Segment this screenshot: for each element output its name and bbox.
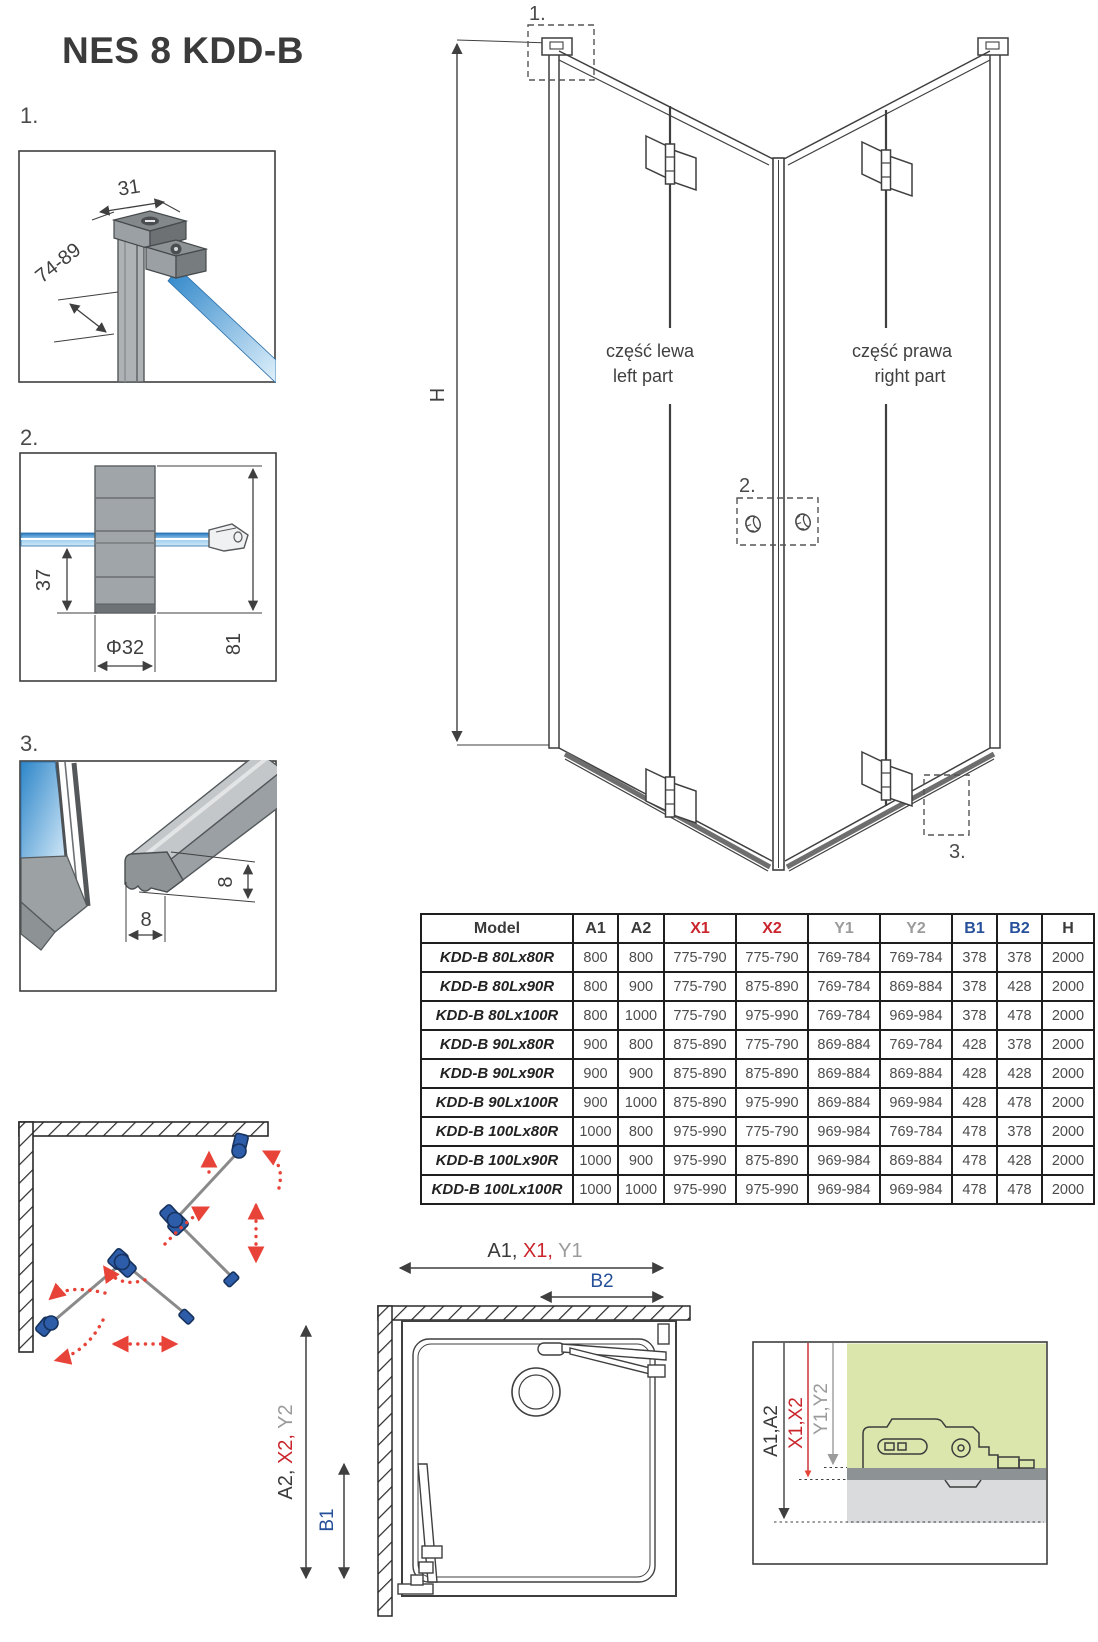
value-cell: 900 (618, 972, 664, 1001)
model-cell: KDD-B 80Lx80R (421, 943, 573, 972)
value-cell: 800 (573, 972, 618, 1001)
dim-8-height-label: 8 (215, 876, 237, 888)
dim-81-label: 81 (223, 632, 245, 656)
model-cell: KDD-B 100Lx90R (421, 1146, 573, 1175)
knob-icon (744, 514, 762, 534)
value-cell: 875-890 (736, 972, 808, 1001)
page-title: NES 8 KDD-B (62, 30, 304, 71)
value-cell: 900 (573, 1030, 618, 1059)
right-part-label-pl: część prawa (851, 341, 953, 361)
column-header-y2: Y2 (880, 914, 952, 943)
value-cell: 428 (997, 972, 1042, 1001)
column-header-y1: Y1 (808, 914, 880, 943)
folding-schematic (15, 1058, 283, 1378)
hinge-icon (646, 769, 696, 823)
marker-3-label: 3. (949, 841, 966, 863)
value-cell: 378 (997, 1117, 1042, 1146)
left-part-label-pl: część lewa (605, 341, 695, 361)
value-cell: 775-790 (736, 943, 808, 972)
table-row (421, 1175, 1094, 1204)
value-cell: 1000 (618, 1175, 664, 1204)
dim-B2 (541, 1271, 663, 1297)
value-cell: 2000 (1042, 1088, 1094, 1117)
column-header-x1: X1 (664, 914, 736, 943)
value-cell: 969-984 (808, 1117, 880, 1146)
value-cell: 975-990 (736, 1001, 808, 1030)
marker-2-label: 2. (739, 475, 756, 497)
adjustment-detail (745, 1335, 1055, 1575)
model-cell: KDD-B 80Lx90R (421, 972, 573, 1001)
value-cell: 875-890 (736, 1146, 808, 1175)
column-header-b1: B1 (952, 914, 997, 943)
dim-8-width-label: 8 (140, 909, 152, 931)
value-cell: 769-784 (880, 1117, 952, 1146)
hinge-icon (223, 1271, 239, 1287)
dim-A2-X2-Y2 (275, 1326, 306, 1578)
glass-panel-green (847, 1344, 1046, 1469)
value-cell: 478 (952, 1117, 997, 1146)
detail-3-number: 3. (20, 731, 39, 756)
detail-2-drawing (19, 452, 277, 682)
knob-section (95, 466, 155, 613)
value-cell: 969-984 (880, 1001, 952, 1030)
value-cell: 775-790 (736, 1117, 808, 1146)
dim-H (427, 40, 550, 745)
profile-base (847, 1480, 1046, 1523)
value-cell: 378 (952, 972, 997, 1001)
value-cell: 875-890 (736, 1059, 808, 1088)
dim-x1-segment: X1, (517, 1240, 553, 1262)
value-cell: 428 (952, 1059, 997, 1088)
table-row (421, 1030, 1094, 1059)
value-cell: 800 (573, 943, 618, 972)
value-cell: 478 (952, 1146, 997, 1175)
value-cell: 1000 (573, 1117, 618, 1146)
folded-doors (35, 1133, 249, 1338)
value-cell: 900 (573, 1059, 618, 1088)
value-cell: 478 (997, 1175, 1042, 1204)
model-cell: KDD-B 90Lx80R (421, 1030, 573, 1059)
wall-profile-strip (847, 1468, 1046, 1480)
value-cell: 2000 (1042, 1117, 1094, 1146)
enclosure-isometric-drawing (400, 0, 1098, 905)
value-cell: 969-984 (808, 1175, 880, 1204)
dim-y1y2-label: Y1,Y2 (811, 1383, 832, 1435)
table-row (421, 1088, 1094, 1117)
detail-3-drawing (19, 760, 277, 992)
table-row (421, 943, 1094, 972)
value-cell: 869-884 (880, 1059, 952, 1088)
detail-1-drawing (18, 150, 276, 383)
value-cell: 478 (997, 1001, 1042, 1030)
value-cell: 2000 (1042, 1030, 1094, 1059)
column-header-a1: A1 (573, 914, 618, 943)
column-header-h: H (1042, 914, 1094, 943)
dim-a2-segment: A2, (275, 1469, 297, 1500)
right-part-label-en: right part (874, 366, 946, 386)
dim-31-label: 31 (116, 175, 142, 201)
value-cell: 378 (997, 1030, 1042, 1059)
value-cell: 428 (952, 1030, 997, 1059)
dim-a1-segment: A1, (487, 1240, 518, 1262)
value-cell: 775-790 (736, 1030, 808, 1059)
value-cell: 869-884 (808, 1030, 880, 1059)
model-cell: KDD-B 100Lx80R (421, 1117, 573, 1146)
value-cell: 1000 (573, 1146, 618, 1175)
size-table (420, 913, 1095, 1205)
dim-B1 (317, 1464, 344, 1578)
value-cell: 900 (618, 1146, 664, 1175)
model-cell: KDD-B 90Lx100R (421, 1088, 573, 1117)
value-cell: 800 (618, 943, 664, 972)
dim-74-89-label: 74-89 (31, 238, 86, 288)
value-cell: 2000 (1042, 1001, 1094, 1030)
value-cell: 769-784 (808, 943, 880, 972)
detail-2-number: 2. (20, 425, 39, 450)
size-table-body (421, 943, 1094, 1204)
dim-b2-label: B2 (590, 1271, 614, 1292)
value-cell: 378 (952, 943, 997, 972)
value-cell: 975-990 (736, 1088, 808, 1117)
table-row (421, 1001, 1094, 1030)
value-cell: 875-890 (664, 1030, 736, 1059)
column-header-model: Model (421, 914, 573, 943)
value-cell: 800 (618, 1030, 664, 1059)
value-cell: 975-990 (736, 1175, 808, 1204)
value-cell: 378 (997, 943, 1042, 972)
shower-tray (402, 1321, 676, 1596)
dim-a1a2-label: A1,A2 (761, 1405, 782, 1457)
svg-text:A1, X1, Y1 (487, 1240, 582, 1262)
hinge-icon (862, 142, 912, 196)
dim-x1x2-label: X1,X2 (786, 1397, 807, 1449)
dim-phi32-label: Φ32 (105, 637, 145, 659)
dim-y2-segment: Y2 (275, 1404, 297, 1435)
value-cell: 2000 (1042, 972, 1094, 1001)
table-row (421, 1117, 1094, 1146)
value-cell: 975-990 (664, 1175, 736, 1204)
value-cell: 969-984 (880, 1175, 952, 1204)
model-cell: KDD-B 80Lx100R (421, 1001, 573, 1030)
value-cell: 969-984 (808, 1146, 880, 1175)
value-cell: 478 (952, 1175, 997, 1204)
value-cell: 769-784 (808, 972, 880, 1001)
value-cell: 1000 (618, 1001, 664, 1030)
value-cell: 875-890 (664, 1059, 736, 1088)
knob-icon (794, 512, 812, 532)
value-cell: 2000 (1042, 1175, 1094, 1204)
dim-37-label: 37 (33, 568, 55, 592)
value-cell: 775-790 (664, 1001, 736, 1030)
dim-y1-segment: Y1 (552, 1240, 583, 1262)
column-header-x2: X2 (736, 914, 808, 943)
detail-1-number: 1. (20, 103, 39, 128)
value-cell: 800 (573, 1001, 618, 1030)
value-cell: 378 (952, 1001, 997, 1030)
value-cell: 478 (997, 1088, 1042, 1117)
table-row (421, 972, 1094, 1001)
value-cell: 2000 (1042, 943, 1094, 972)
value-cell: 775-790 (664, 943, 736, 972)
value-cell: 969-984 (880, 1088, 952, 1117)
dim-H-label: H (427, 387, 449, 403)
value-cell: 769-784 (808, 1001, 880, 1030)
value-cell: 428 (952, 1088, 997, 1117)
value-cell: 869-884 (880, 972, 952, 1001)
fold-direction-arrows (51, 1152, 280, 1360)
column-header-a2: A2 (618, 914, 664, 943)
value-cell: 800 (618, 1117, 664, 1146)
value-cell: 775-790 (664, 972, 736, 1001)
value-cell: 428 (997, 1059, 1042, 1088)
value-cell: 1000 (618, 1088, 664, 1117)
value-cell: 769-784 (880, 1030, 952, 1059)
table-row (421, 1059, 1094, 1088)
svg-text:A2, X2, Y2 (275, 1404, 297, 1499)
dim-b1-label: B1 (317, 1508, 338, 1532)
value-cell: 869-884 (808, 1088, 880, 1117)
value-cell: 900 (618, 1059, 664, 1088)
column-header-b2: B2 (997, 914, 1042, 943)
dim-A1-X1-Y1 (400, 1240, 663, 1268)
value-cell: 2000 (1042, 1059, 1094, 1088)
table-header-row (421, 914, 1094, 943)
value-cell: 869-884 (808, 1059, 880, 1088)
value-cell: 875-890 (664, 1088, 736, 1117)
value-cell: 1000 (573, 1175, 618, 1204)
marker-1-label: 1. (529, 3, 546, 25)
value-cell: 975-990 (664, 1117, 736, 1146)
value-cell: 2000 (1042, 1146, 1094, 1175)
dim-x2-segment: X2, (275, 1434, 297, 1470)
hinge-icon (646, 136, 696, 190)
model-cell: KDD-B 100Lx100R (421, 1175, 573, 1204)
plan-view (270, 1240, 700, 1642)
model-cell: KDD-B 90Lx90R (421, 1059, 573, 1088)
value-cell: 769-784 (880, 943, 952, 972)
value-cell: 428 (997, 1146, 1042, 1175)
left-part-label-en: left part (612, 366, 674, 386)
value-cell: 975-990 (664, 1146, 736, 1175)
hinge-icon (862, 752, 912, 806)
table-row (421, 1146, 1094, 1175)
value-cell: 869-884 (880, 1146, 952, 1175)
value-cell: 900 (573, 1088, 618, 1117)
